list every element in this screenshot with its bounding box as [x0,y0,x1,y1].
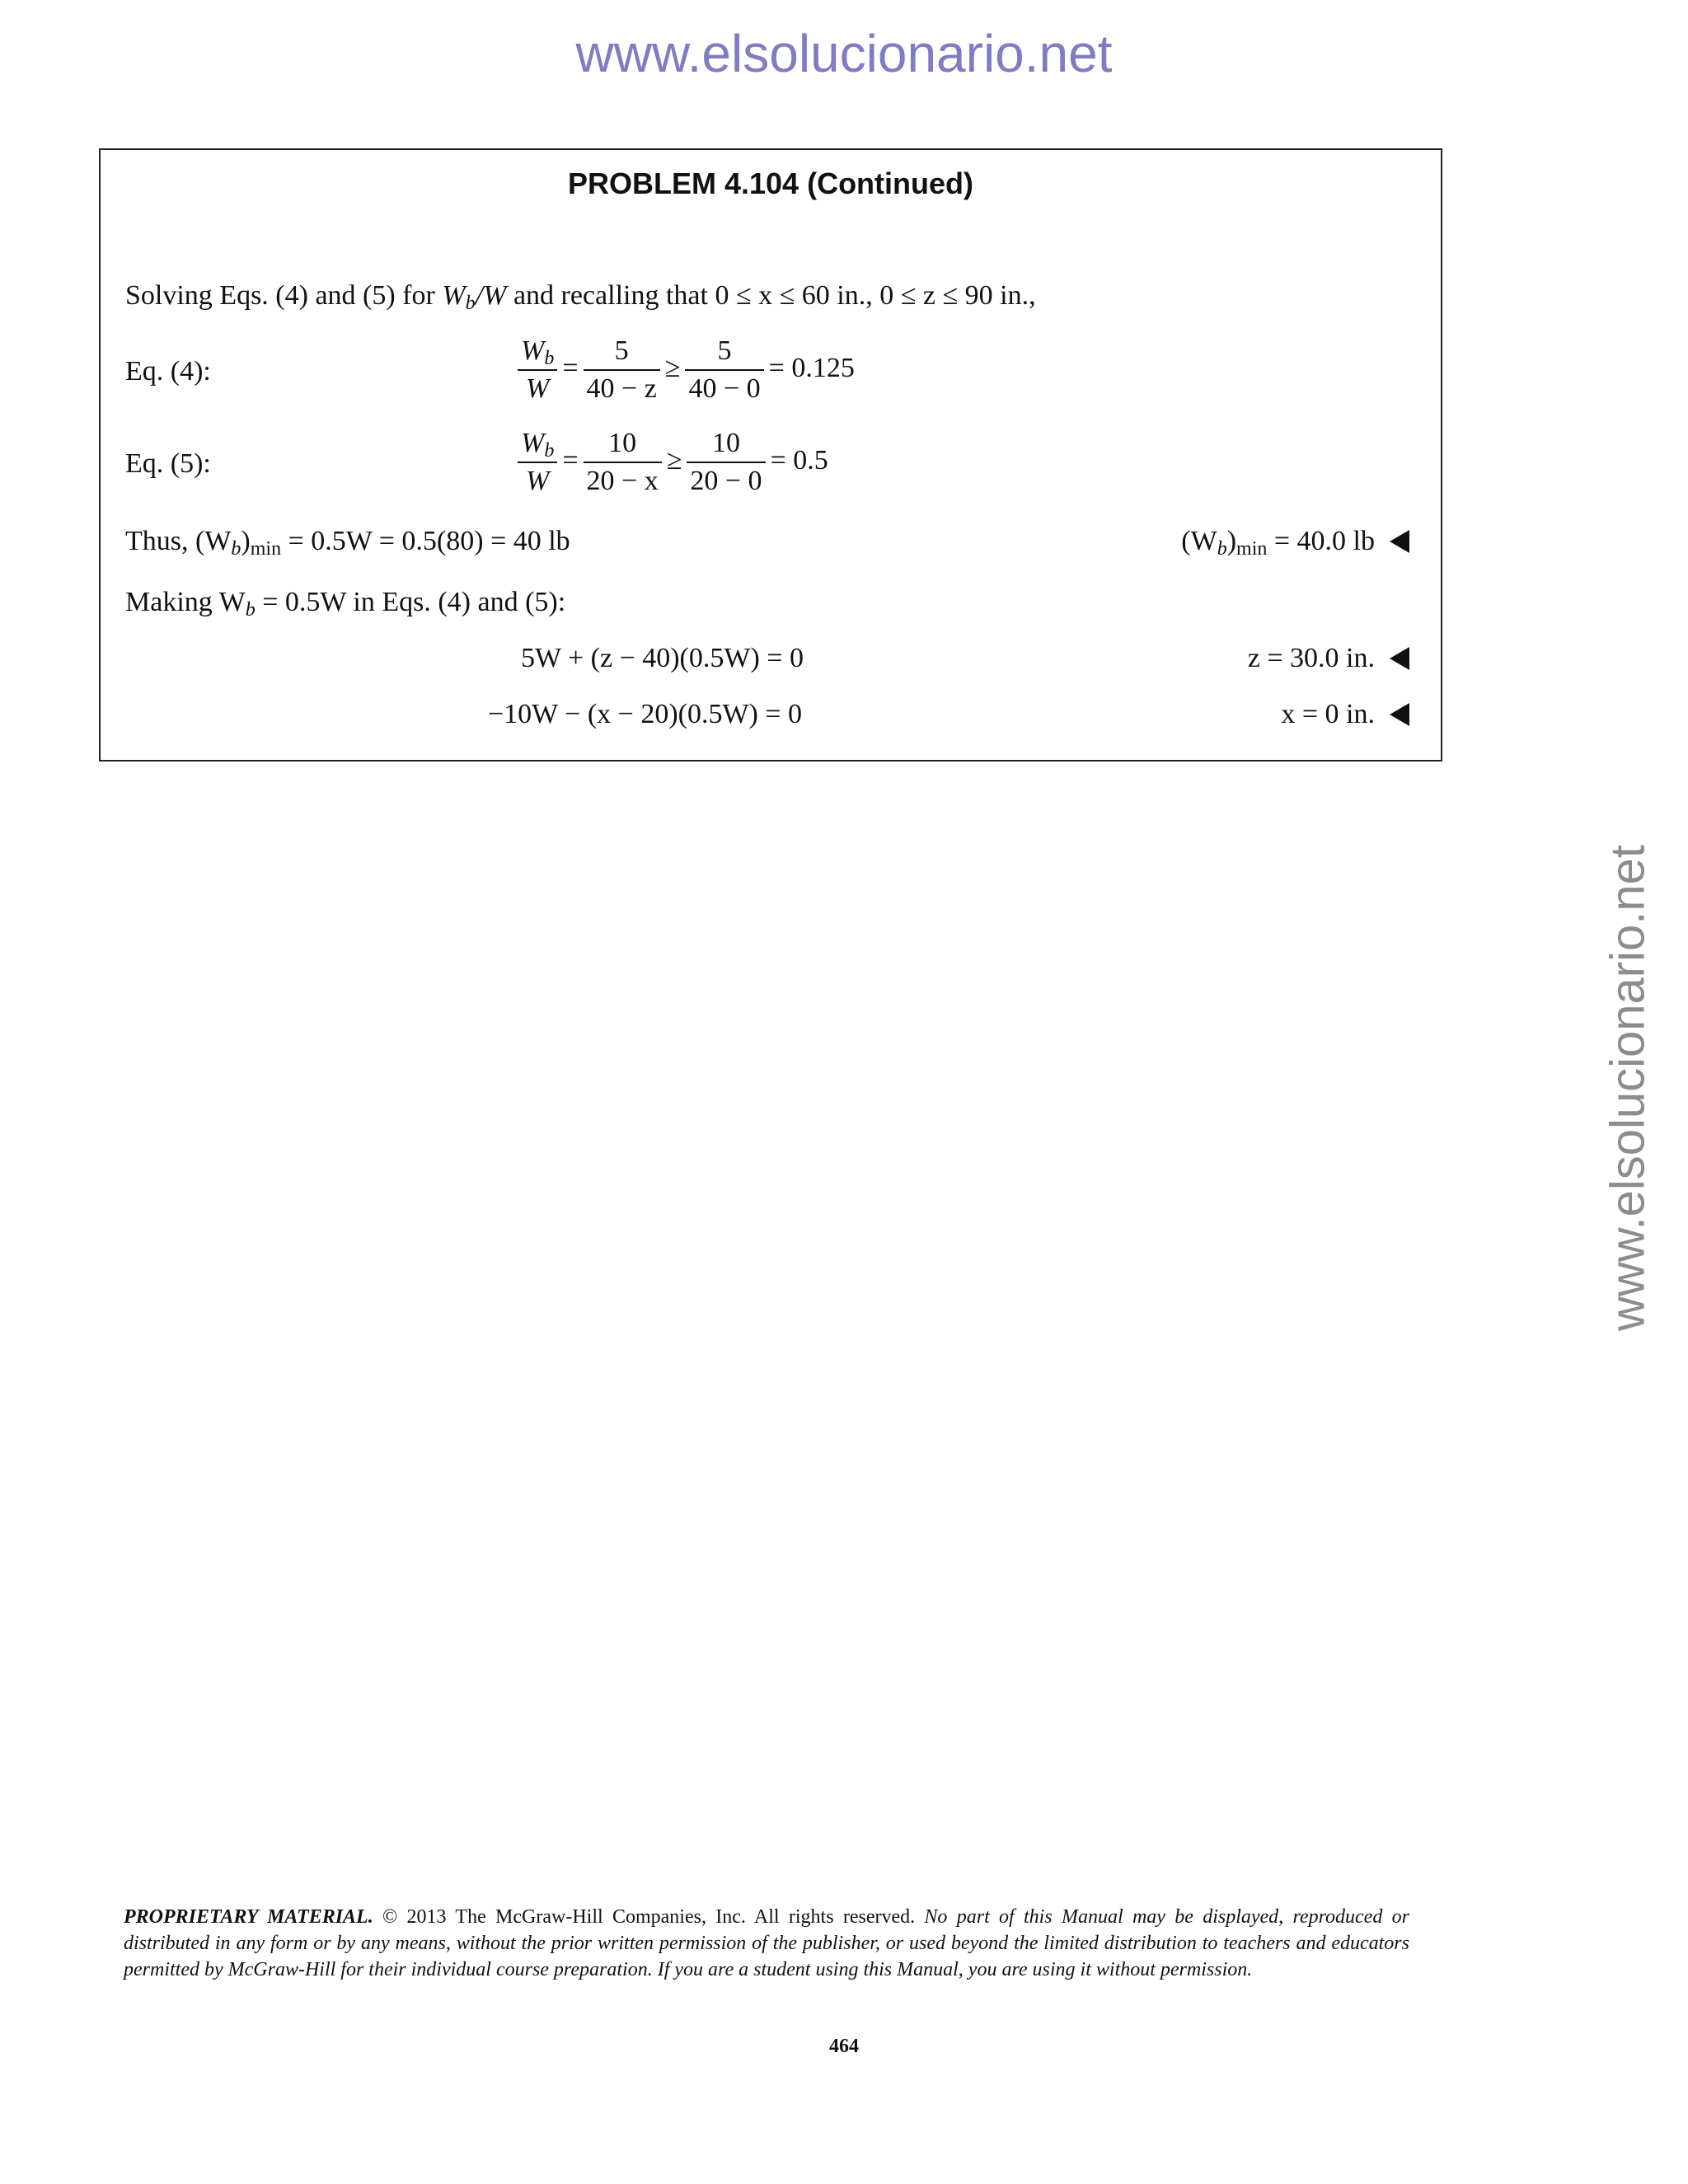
intro-conditions: and recalling that 0 ≤ x ≤ 60 in., 0 ≤ z ≤ 90 in., [506,280,1036,311]
eq5-f3-den: 20 − 0 [687,462,765,499]
thus-rest: = 0.5W = 0.5(80) = 40 lb [281,526,570,556]
intro-sub: b [465,293,476,314]
eq4-expression: $\frac{W_b}{W}$ = $\frac{5}{40 - z}$ ≥ $\frac{5}{40 - 0}$ = 0.125 [513,333,855,407]
answer-rest: = 40.0 lb [1267,526,1375,556]
footer-notice: No part of this Manual may be displayed, reproduced or distributed in any form or by any means, without the prior written permission of the publisher, or used beyond the limited distribution to teachers and educators permitted by McGraw-Hill for their individual course preparation. If you are a student using this Manual, you are using it without permission. [124,1906,1409,1980]
answer-marker-icon [1390,530,1409,553]
eq5-label: Eq. (5): [125,448,211,479]
page-number: 464 [829,2036,859,2057]
footer-copyright: © 2013 The McGraw-Hill Companies, Inc. All rights reserved. [373,1906,925,1928]
equation-x: −10W − (x − 20)(0.5W) = 0 [488,699,803,729]
intro-slash: /W [475,280,507,311]
eq4-f3-num: 5 [717,335,732,366]
eq5-f2-den: 20 − x [584,462,662,499]
eq5-f2-num: 10 [608,428,637,458]
equation-z: 5W + (z − 40)(0.5W) = 0 [521,643,804,673]
problem-title: PROBLEM 4.104 (Continued) [567,166,974,200]
eq4-fraction-2 [584,333,660,407]
watermark-top: www.elsolucionario.net [575,24,1113,83]
thus-sub-min: min [250,538,282,560]
eq5-fraction-1 [518,425,557,499]
answer-sub: b [1217,538,1227,560]
problem-box [99,148,1442,762]
eq4-label: Eq. (4): [125,356,211,387]
answer-mid: ) [1226,526,1237,556]
intro-pre: Solving Eqs. (4) and (5) for [125,280,443,311]
eq4-f1-den: W [518,369,557,407]
making-pre: Making W [125,587,246,617]
answer-marker-icon [1390,703,1409,726]
watermark-side: www.elsolucionario.net [1601,845,1655,1331]
answer-marker-icon [1390,647,1409,670]
intro-var: W [442,280,466,311]
eq5-result: = 0.5 [770,444,828,476]
thus-text: Thus, (W [125,526,232,556]
answer-pre: (W [1181,526,1217,556]
eq4-f3-den: 40 − 0 [685,369,763,407]
copyright-footer [124,1904,1409,1983]
thus-line [125,526,570,560]
thus-mid: ) [241,526,251,556]
making-sub: b [245,599,256,621]
thus-sub: b [231,538,241,560]
eq4-result: = 0.125 [768,352,855,383]
answer-wb-min [1181,526,1409,560]
eq4-fraction-3 [685,333,763,407]
eq5-f3-num: 10 [711,428,740,458]
intro-line [125,280,1036,312]
eq5-f1-num: $W_b$ [521,428,555,462]
eq4-f2-num: 5 [614,335,629,366]
answer-z [1248,643,1409,674]
making-rest: = 0.5W in Eqs. (4) and (5): [255,587,566,617]
eq4-f2-den: 40 − z [584,369,660,407]
answer-sub-min: min [1236,538,1268,560]
eq4-fraction-1 [518,333,557,407]
eq5-fraction-2 [584,425,662,499]
answer-x [1281,699,1409,730]
eq5-f1-den: W [518,462,557,499]
footer-bold: PROPRIETARY MATERIAL. [124,1906,373,1928]
eq4-f1-num: $W_b$ [521,335,555,369]
answer-z-text: z = 30.0 in. [1247,643,1375,673]
eq5-fraction-3 [687,425,765,499]
answer-x-text: x = 0 in. [1281,699,1375,729]
eq5-expression: $\frac{W_b}{W}$ = $\frac{10}{20 - x}$ ≥ $\frac{10}{20 - 0}$ = 0.5 [513,425,828,499]
making-line [125,587,566,621]
